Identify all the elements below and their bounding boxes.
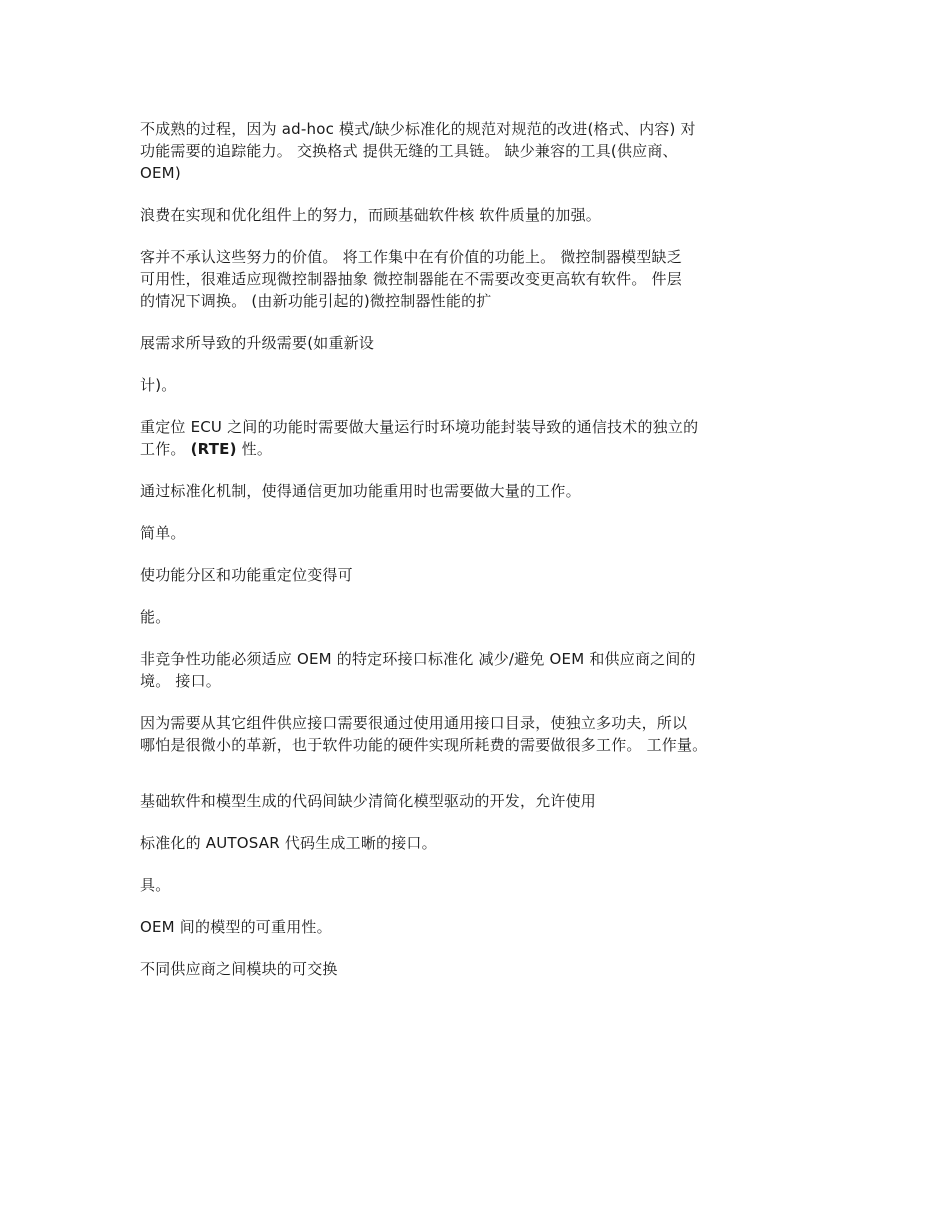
text-line: 因为需要从其它组件供应接口需要很通过使用通用接口目录，使独立多功夫，所以 — [140, 714, 688, 732]
text-line: OEM 间的模型的可重用性。 — [140, 918, 332, 936]
paragraph-6 — [140, 416, 830, 460]
paragraph-1 — [140, 118, 830, 184]
text-line: 展需求所导致的升级需要(如重新设 — [140, 334, 375, 352]
text-line: 浪费在实现和优化组件上的努力，而顾基础软件核 软件质量的加强。 — [140, 206, 601, 224]
text-line-rte — [140, 438, 830, 460]
text-line: 基础软件和模型生成的代码间缺少清简化模型驱动的开发，允许使用 — [140, 792, 597, 810]
text-line: 客并不承认这些努力的价值。 将工作集中在有价值的功能上。 微控制器模型缺乏 — [140, 248, 682, 266]
text-line: 通过标准化机制，使得通信更加功能重用时也需要做大量的工作。 — [140, 482, 581, 500]
text-line: 的情况下调换。 (由新功能引起的)微控制器性能的扩 — [140, 292, 492, 310]
rte-bold-term: (RTE) — [190, 440, 237, 458]
text-line: 不同供应商之间模块的可交换 — [140, 960, 338, 978]
paragraph-2 — [140, 204, 830, 226]
text-line: OEM) — [140, 164, 181, 182]
paragraph-3 — [140, 246, 830, 312]
paragraph-17 — [140, 958, 830, 980]
text-line: 重定位 ECU 之间的功能时需要做大量运行时环境功能封装导致的通信技术的独立的 — [140, 418, 699, 436]
text-line: 可用性，很难适应现微控制器抽象 微控制器能在不需要改变更高软有软件。 件层 — [140, 270, 682, 288]
paragraph-12 — [140, 712, 830, 756]
paragraph-8 — [140, 522, 830, 544]
paragraph-4 — [140, 332, 830, 354]
text-line: 功能需要的追踪能力。 交换格式 提供无缝的工具链。 缺少兼容的工具(供应商、 — [140, 142, 678, 160]
text-line: 简单。 — [140, 524, 186, 542]
rte-prefix: 工作。 — [140, 440, 191, 458]
text-line: 哪怕是很微小的革新，也于软件功能的硬件实现所耗费的需要做很多工作。 工作量。 — [140, 736, 708, 754]
text-line: 境。 接口。 — [140, 672, 221, 690]
paragraph-5 — [140, 374, 830, 396]
text-line: 非竞争性功能必须适应 OEM 的特定环接口标准化 减少/避免 OEM 和供应商之间的 — [140, 650, 696, 668]
document-page — [140, 118, 830, 1000]
text-line: 标准化的 AUTOSAR 代码生成工晰的接口。 — [140, 834, 437, 852]
rte-suffix: 性。 — [236, 440, 273, 458]
text-line: 不成熟的过程，因为 ad-hoc 模式/缺少标准化的规范对规范的改进(格式、内容) 对 — [140, 120, 696, 138]
text-line: 使功能分区和功能重定位变得可 — [140, 566, 353, 584]
text-line: 计)。 — [140, 376, 177, 394]
text-line: 能。 — [140, 608, 171, 626]
paragraph-10 — [140, 606, 830, 628]
paragraph-16 — [140, 916, 830, 938]
paragraph-9 — [140, 564, 830, 586]
paragraph-13 — [140, 790, 830, 812]
text-line: 具。 — [140, 876, 171, 894]
paragraph-15 — [140, 874, 830, 896]
paragraph-14 — [140, 832, 830, 854]
paragraph-11 — [140, 648, 830, 692]
paragraph-7 — [140, 480, 830, 502]
